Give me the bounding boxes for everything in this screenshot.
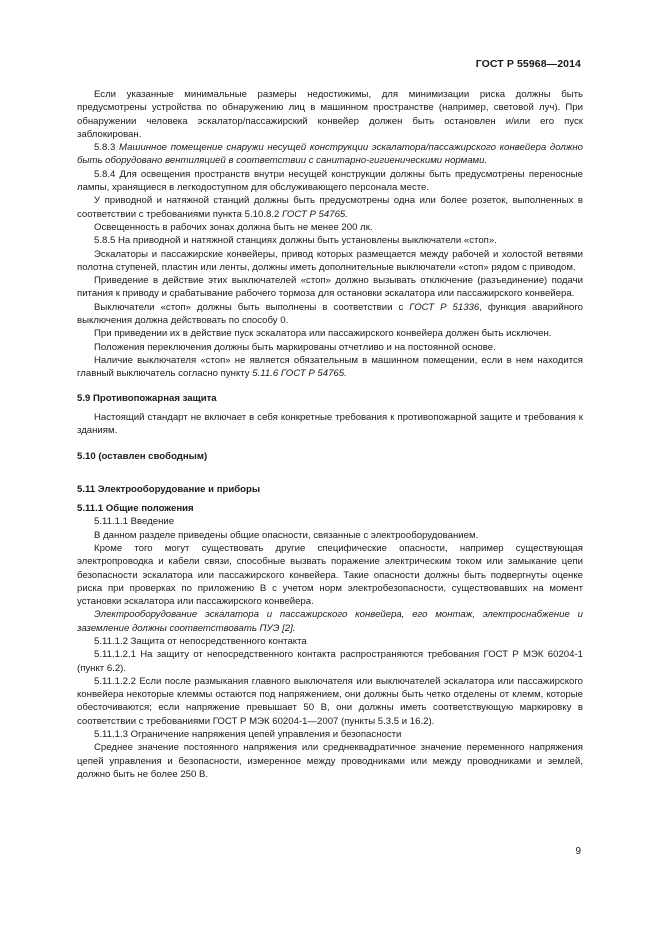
paragraph: 5.8.5 На приводной и натяжной станциях должны быть установлены выключатели «стоп». [94, 235, 497, 247]
paragraph: 5.11.1.3 Ограничение напряжения цепей управления и безопасности [94, 729, 402, 741]
paragraph: Приведение в действие этих выключателей «стоп» должно вызывать отключение (разъединение) подачи питания к приводу и срабатывание рабочего тормоза для остановки эскалатора или пассажирского конвейера. [77, 275, 583, 300]
section-heading: 5.11 Электрооборудование и приборы [77, 483, 261, 495]
paragraph: 5.11.1.2.1 На защиту от непосредственного контакта распространяются требования ГОСТ Р МЭК 60204-1 (пункт 6.2). [77, 649, 583, 674]
paragraph: Наличие выключателя «стоп» не является обязательным в машинном помещении, если в нем находится главный выключатель согласно пункту 5.11.6 ГОСТ Р 54765. [77, 354, 583, 380]
paragraph: Кроме того могут существовать другие специфические опасности, например существующая электропроводка и кабели связи, способные вызвать поражение электрическим током или замыкание цепи безопасности эскалатора или пассажирского конвейера. Такие опасности должны быть подвергнуты оценке риска при проверках по приложению В с учетом норм электробезопасности, существовавших на момент установки эскалатора или пассажирского конвейера. [77, 542, 583, 608]
paragraph: Освещенность в рабочих зонах должна быть не менее 200 лк. [94, 221, 373, 233]
paragraph: У приводной и натяжной станций должны быть предусмотрены одна или более розеток, выполненных в соответствии с требованиями пункта 5.10.8.2 ГОСТ Р 54765. [77, 195, 583, 220]
paragraph: Электрооборудование эскалатора и пассажирского конвейера, его монтаж, электроснабжение и заземление должны соответствовать ПУЭ [2]. [77, 609, 583, 634]
standard-id-header: ГОСТ Р 55968—2014 [475, 58, 581, 70]
paragraph: 5.8.4 Для освещения пространств внутри несущей конструкции должны быть предусмотрены переносные лампы, хранящиеся в легкодоступном для обслуживающего персонала месте. [77, 168, 583, 194]
section-heading: 5.9 Противопожарная защита [77, 392, 217, 404]
paragraph: При приведении их в действие пуск эскалатора или пассажирского конвейера должен быть исключен. [94, 328, 552, 340]
paragraph: Положения переключения должны быть маркированы отчетливо и на постоянной основе. [94, 341, 496, 353]
paragraph: 5.11.1.2 Защита от непосредственного контакта [94, 635, 307, 647]
section-heading: 5.10 (оставлен свободным) [77, 451, 208, 463]
paragraph: 5.11.1.2.2 Если после размыкания главного выключателя или выключателей эскалатора или пассажирского конвейера некоторые клеммы остаются под напряжением, они должны быть четко отделены от клемм, которые обесточиваются; если напряжение превышает 50 В, они должны иметь соответствующую маркировку в соответствии с требованиями ГОСТ Р МЭК 60204-1—2007 (пункты 5.3.5 и 16.2). [77, 675, 583, 727]
subsection-heading: 5.11.1 Общие положения [77, 503, 194, 515]
paragraph: Эскалаторы и пассажирские конвейеры, привод которых размещается между рабочей и холостой ветвями полотна ступеней, пластин или ленты, должны иметь дополнительные выключатели «стоп» рядом с приводом. [77, 248, 583, 273]
paragraph: Среднее значение постоянного напряжения или среднеквадратичное значение переменного напряжения цепей управления и безопасности, измеренное между проводниками или между проводниками и землей, должно быть не более 250 В. [77, 742, 583, 780]
paragraph: Настоящий стандарт не включает в себя конкретные требования к противопожарной защите и требования к зданиям. [77, 411, 583, 437]
paragraph: 5.8.3 Машинное помещение снаружи несущей конструкции эскалатора/пассажирского конвейера должно быть оборудовано вентиляцией в соответствии с санитарно-гигиеническими нормами. [77, 142, 583, 167]
paragraph: Если указанные минимальные размеры недостижимы, для минимизации риска должны быть предусмотрены устройства по обнаружению лиц в машинном пространстве (например, световой луч). При обнаружении человека эскалатор/пассажирский конвейер должен быть остановлен и/или его пуск заблокирован. [77, 89, 583, 140]
paragraph: В данном разделе приведены общие опасности, связанные с электрооборудованием. [94, 529, 479, 541]
document-body [77, 88, 583, 781]
paragraph: Выключатели «стоп» должны быть выполнены в соответствии с ГОСТ Р 51336, функция аварийного выключения должна действовать по способу 0. [77, 301, 583, 327]
paragraph: 5.11.1.1 Введение [94, 516, 175, 528]
page-number: 9 [575, 846, 581, 857]
